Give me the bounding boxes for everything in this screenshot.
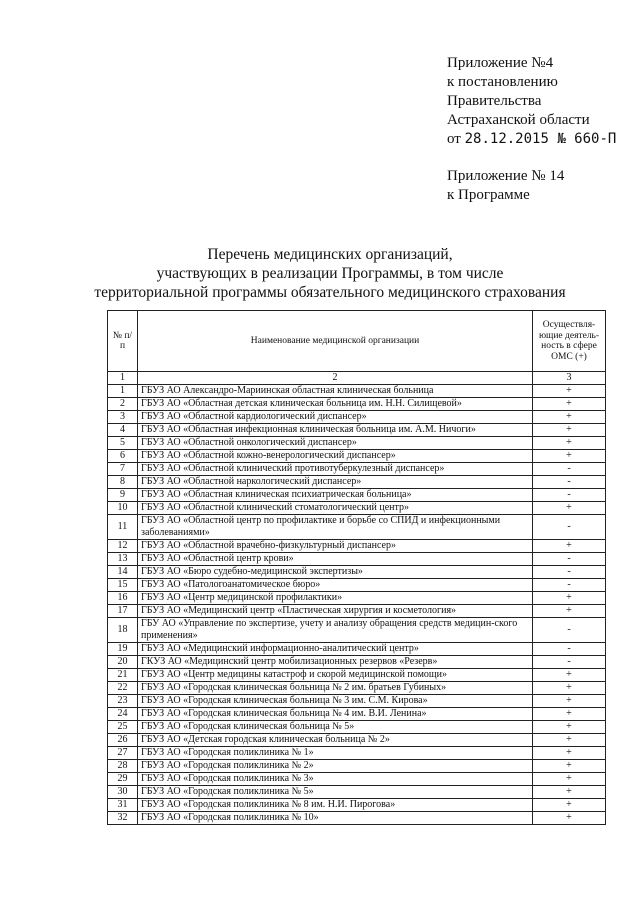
organization-name: ГБУЗ АО «Городская поликлиника № 3»: [138, 773, 533, 786]
row-number: 6: [108, 450, 138, 463]
oms-mark: +: [533, 605, 606, 618]
oms-mark: +: [533, 411, 606, 424]
table-row: [108, 476, 606, 489]
table-row: [108, 643, 606, 656]
oms-mark: +: [533, 721, 606, 734]
oms-mark: +: [533, 786, 606, 799]
row-number: 27: [108, 747, 138, 760]
row-number: 15: [108, 579, 138, 592]
appendix-line: Правительства: [447, 93, 542, 109]
organization-name: ГБУЗ АО «Городская поликлиника № 5»: [138, 786, 533, 799]
table-row: [108, 579, 606, 592]
oms-mark: +: [533, 760, 606, 773]
table-row: [108, 450, 606, 463]
row-number: 20: [108, 656, 138, 669]
table-row: [108, 747, 606, 760]
oms-mark: +: [533, 398, 606, 411]
table-row: [108, 553, 606, 566]
table-row: [108, 682, 606, 695]
organization-name: ГБУЗ АО «Городская поликлиника № 8 им. Н.И. Пирогова»: [138, 799, 533, 812]
title-line: территориальной программы обязательного медицинского страхования: [94, 284, 566, 301]
table-row: [108, 812, 606, 825]
organization-name: ГБУЗ АО «Областная детская клиническая больница им. Н.Н. Силищевой»: [138, 398, 533, 411]
title-line: Перечень медицинских организаций,: [207, 246, 453, 263]
organization-name: ГБУЗ АО «Областной центр крови»: [138, 553, 533, 566]
row-number: 29: [108, 773, 138, 786]
oms-mark: -: [533, 618, 606, 643]
organization-name: ГБУЗ АО «Городская поликлиника № 2»: [138, 760, 533, 773]
row-number: 24: [108, 708, 138, 721]
row-number: 12: [108, 540, 138, 553]
table-row: [108, 398, 606, 411]
oms-mark: -: [533, 489, 606, 502]
row-number: 31: [108, 799, 138, 812]
oms-mark: +: [533, 747, 606, 760]
row-number: 11: [108, 515, 138, 540]
title-line: участвующих в реализации Программы, в том числе: [156, 265, 504, 282]
table-row: [108, 760, 606, 773]
oms-mark: -: [533, 553, 606, 566]
oms-mark: +: [533, 385, 606, 398]
table-row: [108, 411, 606, 424]
organization-name: ГБУЗ АО Александро-Мариинская областная клиническая больница: [138, 385, 533, 398]
table-row: [108, 540, 606, 553]
row-number: 16: [108, 592, 138, 605]
organization-name: ГБУЗ АО «Городская клиническая больница № 2 им. братьев Губиных»: [138, 682, 533, 695]
row-number: 1: [108, 385, 138, 398]
table-row: [108, 618, 606, 643]
row-number: 17: [108, 605, 138, 618]
row-number: 23: [108, 695, 138, 708]
table-row: [108, 592, 606, 605]
appendix-line: к Программе: [447, 187, 530, 203]
oms-mark: +: [533, 502, 606, 515]
row-number: 22: [108, 682, 138, 695]
organization-name: ГБУЗ АО «Областная инфекционная клиническая больница им. А.М. Ничоги»: [138, 424, 533, 437]
organization-name: ГБУЗ АО «Патологоанатомическое бюро»: [138, 579, 533, 592]
organization-name: ГБУЗ АО «Городская поликлиника № 10»: [138, 812, 533, 825]
row-number: 32: [108, 812, 138, 825]
document-title: [60, 245, 600, 302]
organization-name: ГБУЗ АО «Городская клиническая больница № 5»: [138, 721, 533, 734]
oms-mark: +: [533, 773, 606, 786]
row-number: 18: [108, 618, 138, 643]
appendix-line: Приложение № 14: [447, 168, 565, 184]
oms-mark: +: [533, 812, 606, 825]
row-number: 26: [108, 734, 138, 747]
row-number: 3: [108, 411, 138, 424]
oms-mark: -: [533, 566, 606, 579]
oms-mark: +: [533, 669, 606, 682]
oms-mark: +: [533, 682, 606, 695]
organization-name: ГБУЗ АО «Областной врачебно-физкультурный диспансер»: [138, 540, 533, 553]
organization-name: ГБУЗ АО «Центр медицины катастроф и скорой медицинской помощи»: [138, 669, 533, 682]
row-number: 30: [108, 786, 138, 799]
appendix-date: [447, 130, 616, 149]
organization-name: ГБУЗ АО «Областной кожно-венерологический диспансер»: [138, 450, 533, 463]
table-row: [108, 656, 606, 669]
column-number: 1: [108, 372, 138, 385]
appendix-line: Приложение №4: [447, 55, 554, 71]
organization-name: ГБУЗ АО «Областной клинический стоматологический центр»: [138, 502, 533, 515]
table-row: [108, 566, 606, 579]
organization-name: ГБУЗ АО «Областной кардиологический диспансер»: [138, 411, 533, 424]
row-number: 5: [108, 437, 138, 450]
organization-name: ГБУЗ АО «Областной наркологический диспансер»: [138, 476, 533, 489]
organization-name: ГБУЗ АО «Областная клиническая психиатрическая больница»: [138, 489, 533, 502]
oms-mark: -: [533, 656, 606, 669]
table-row: [108, 515, 606, 540]
table-row: [108, 502, 606, 515]
oms-mark: +: [533, 540, 606, 553]
table-row: [108, 437, 606, 450]
table-row: [108, 489, 606, 502]
row-number: 2: [108, 398, 138, 411]
table-row: [108, 799, 606, 812]
row-number: 21: [108, 669, 138, 682]
row-number: 7: [108, 463, 138, 476]
column-number: 3: [533, 372, 606, 385]
organization-name: ГБУЗ АО «Центр медицинской профилактики»: [138, 592, 533, 605]
row-number: 10: [108, 502, 138, 515]
row-number: 19: [108, 643, 138, 656]
organization-name: ГБУЗ АО «Областной клинический противотуберкулезный диспансер»: [138, 463, 533, 476]
organization-name: ГБУЗ АО «Областной центр по профилактике и борьбе со СПИД и инфекционными заболеваниями»: [138, 515, 533, 540]
row-number: 13: [108, 553, 138, 566]
table-row: [108, 786, 606, 799]
table-row: [108, 721, 606, 734]
oms-mark: +: [533, 450, 606, 463]
organization-name: ГБУЗ АО «Медицинский информационно-аналитический центр»: [138, 643, 533, 656]
table-row: [108, 385, 606, 398]
organization-name: ГБУЗ АО «Городская клиническая больница № 4 им. В.И. Ленина»: [138, 708, 533, 721]
table-row: [108, 695, 606, 708]
table-row: [108, 424, 606, 437]
row-number: 4: [108, 424, 138, 437]
oms-mark: +: [533, 799, 606, 812]
organization-name: ГБУЗ АО «Городская поликлиника № 1»: [138, 747, 533, 760]
oms-mark: -: [533, 579, 606, 592]
oms-mark: -: [533, 515, 606, 540]
table-row: [108, 463, 606, 476]
organization-name: ГБУЗ АО «Городская клиническая больница № 3 им. С.М. Кирова»: [138, 695, 533, 708]
header-name: Наименование медицинской организации: [138, 311, 533, 372]
organization-name: ГКУЗ АО «Медицинский центр мобилизационных резервов «Резерв»: [138, 656, 533, 669]
oms-mark: +: [533, 708, 606, 721]
table-row: [108, 669, 606, 682]
organization-name: ГБУЗ АО «Областной онкологический диспансер»: [138, 437, 533, 450]
organization-name: ГБУ АО «Управление по экспертизе, учету и анализу обращения средств медицин-ского применения»: [138, 618, 533, 643]
date-handwritten: 28.12.2015 № 660-П: [464, 131, 617, 147]
row-number: 14: [108, 566, 138, 579]
table-row: [108, 773, 606, 786]
table-row: [108, 708, 606, 721]
oms-mark: +: [533, 695, 606, 708]
row-number: 8: [108, 476, 138, 489]
oms-mark: +: [533, 437, 606, 450]
appendix-line: Астраханской области: [447, 112, 590, 128]
oms-mark: +: [533, 424, 606, 437]
table-row: [108, 605, 606, 618]
oms-mark: +: [533, 592, 606, 605]
table-row: [108, 734, 606, 747]
row-number: 28: [108, 760, 138, 773]
date-prefix: от: [447, 131, 461, 147]
appendix-block: [447, 54, 616, 205]
table-header-row: [108, 311, 606, 372]
row-number: 25: [108, 721, 138, 734]
organization-name: ГБУЗ АО «Бюро судебно-медицинской экспертизы»: [138, 566, 533, 579]
appendix-line: к постановлению: [447, 74, 558, 90]
oms-mark: -: [533, 463, 606, 476]
row-number: 9: [108, 489, 138, 502]
header-num: № п/п: [108, 311, 138, 372]
oms-mark: +: [533, 734, 606, 747]
column-number: 2: [138, 372, 533, 385]
organizations-table: [107, 310, 606, 825]
organization-name: ГБУЗ АО «Детская городская клиническая больница № 2»: [138, 734, 533, 747]
column-number-row: [108, 372, 606, 385]
organization-name: ГБУЗ АО «Медицинский центр «Пластическая хирургия и косметология»: [138, 605, 533, 618]
header-oms: Осуществля-ющие деятель-ность в сфере ОМС (+): [533, 311, 606, 372]
oms-mark: -: [533, 476, 606, 489]
oms-mark: -: [533, 643, 606, 656]
